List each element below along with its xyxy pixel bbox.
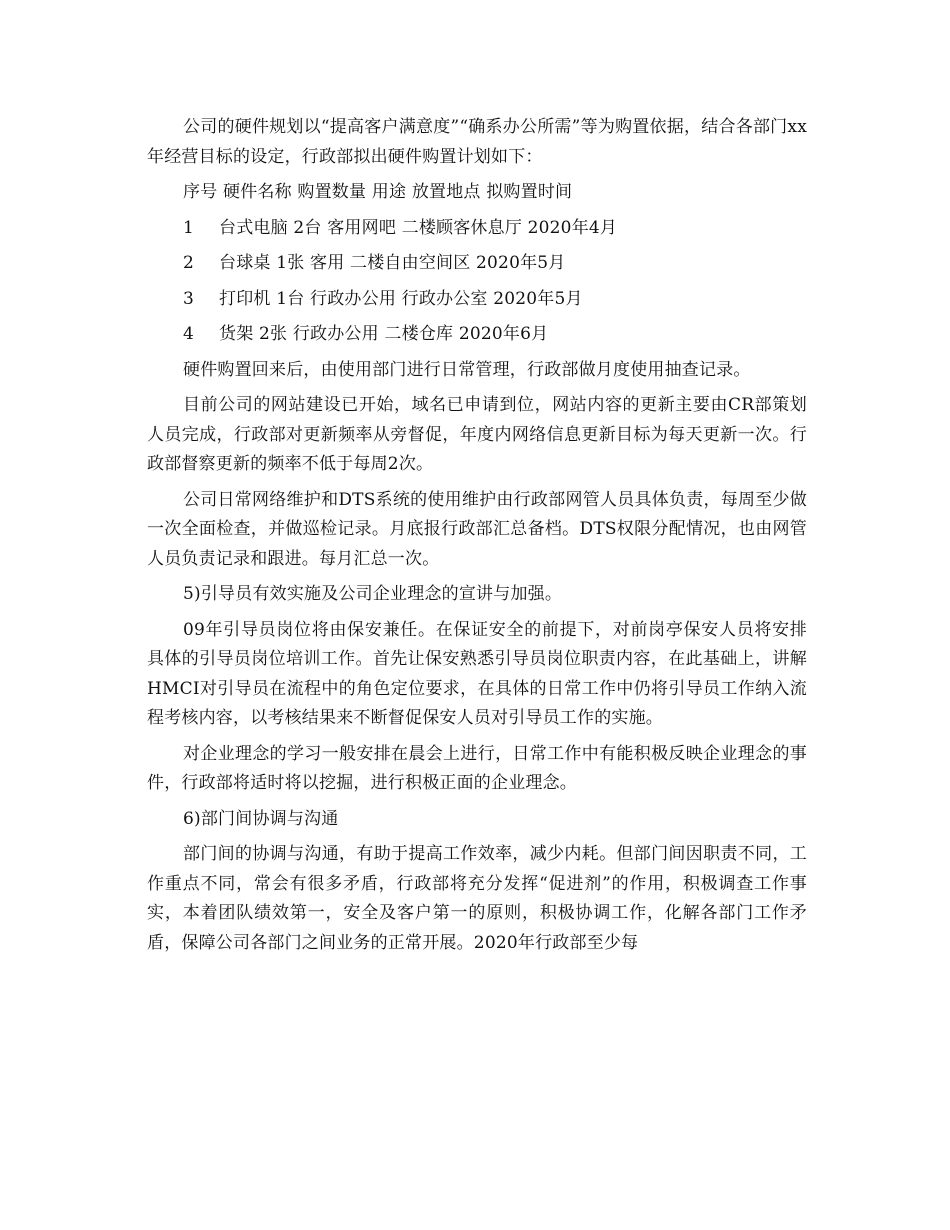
table-header: 序号 硬件名称 购置数量 用途 放置地点 拟购置时间 <box>183 182 573 202</box>
row-text: 台式电脑 2台 客用网吧 二楼顾客休息厅 2020年4月 <box>219 217 618 238</box>
guide-paragraph: 09年引导员岗位将由保安兼任。在保证安全的前提下，对前岗亭保安人员将安排具体的引导员岗位培训工作。首先让保安熟悉引导员岗位职责内容，在此基础上，讲解HMCI对引导员在流程中的角色定位要求，在具体的日常工作中仍将引导员工作纳入流程考核内容，以考核结果来不断督促保安人员对引导员工作的实施。 <box>147 619 807 728</box>
after-table-paragraph: 硬件购置回来后，由使用部门进行日常管理，行政部做月度使用抽查记录。 <box>183 359 751 380</box>
table-row <box>147 214 807 244</box>
row-text: 打印机 1台 行政办公用 行政办公室 2020年5月 <box>219 288 583 309</box>
row-number: 2 <box>183 253 195 273</box>
table-row <box>147 320 807 350</box>
culture-paragraph: 对企业理念的学习一般安排在晨会上进行，日常工作中有能积极反映企业理念的事件，行政部将适时将以挖掘，进行积极正面的企业理念。 <box>147 743 807 793</box>
section-heading-5: 5)引导员有效实施及公司企业理念的宣讲与加强。 <box>183 584 563 604</box>
coordination-paragraph: 部门间的协调与沟通，有助于提高工作效率，减少内耗。但部门间因职责不同，工作重点不同，常会有很多矛盾，行政部将充分发挥“促进剂”的作用，积极调查工作事实，本着团队绩效第一，安全及客户第一的原则，积极协调工作，化解各部门工作矛盾，保障公司各部门之间业务的正常开展。2020年行政部至少每 <box>147 844 807 953</box>
table-row <box>147 249 807 279</box>
row-text: 台球桌 1张 客用 二楼自由空间区 2020年5月 <box>219 253 566 273</box>
row-number: 4 <box>183 324 195 344</box>
section-heading-6: 6)部门间协调与沟通 <box>183 808 339 829</box>
network-paragraph: 公司日常网络维护和DTS系统的使用维护由行政部网管人员具体负责，每周至少做一次全面检查，并做巡检记录。月底报行政部汇总备档。DTS权限分配情况，也由网管人员负责记录和跟进。每月汇总一次。 <box>147 489 807 569</box>
row-number: 1 <box>183 217 195 238</box>
intro-paragraph: 公司的硬件规划以“提高客户满意度”“确系办公所需”等为购置依据，结合各部门xx年经营目标的设定，行政部拟出硬件购置计划如下： <box>147 117 807 167</box>
document-body <box>147 113 807 964</box>
website-paragraph: 目前公司的网站建设已开始，域名已申请到位，网站内容的更新主要由CR部策划人员完成，行政部对更新频率从旁督促，年度内网络信息更新目标为每天更新一次。行政部督察更新的频率不低于每周2次。 <box>147 395 807 474</box>
row-text: 货架 2张 行政办公用 二楼仓库 2020年6月 <box>219 324 549 344</box>
row-number: 3 <box>183 288 195 309</box>
table-row <box>147 285 807 315</box>
